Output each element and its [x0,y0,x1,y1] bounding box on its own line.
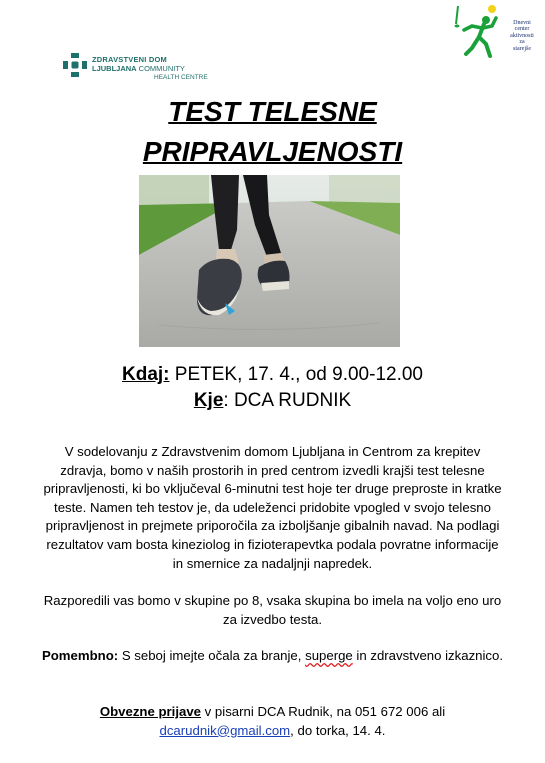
intro-paragraph: V sodelovanju z Zdravstvenim domom Ljubljana in Centrom za krepitev zdravja, bomo v naših prostorih in pred centrom izvedli krajši test telesne pripravljenosti, ki bo vključeval 6-minutni test hoje ter druge preproste in kratke teste. Namen teh testov je, da udeleženci pridobite vpogled v svojo telesno pripravljenost in prejmete priporočila za izboljšanje gibalnih navad. Na podlagi rezultatov vam bosta kineziolog in fizioterapevtka podala povratne informacije in smernice za nadaljnji napredek. [43,444,502,571]
dca-logo-line2: center [514,26,530,33]
zd-logo-line3: HEALTH CENTRE [154,74,208,81]
email-link[interactable]: dcarudnik@gmail.com [159,722,291,738]
important-paragraph [40,647,505,666]
important-text-2: in zdravstveno izkaznico. [352,648,504,663]
when-label: Kdaj: [122,364,170,385]
zd-logo-line1: ZDRAVSTVENI DOM [92,55,167,64]
dca-logo [452,4,538,60]
zdravstveni-dom-logo [62,52,208,82]
dca-logo-line3: aktivnosti [510,32,534,39]
runner-figure-icon [452,4,506,60]
registration-text-2: , do torka, 14. 4. [290,722,386,738]
dca-logo-line1: Dnevni [513,20,531,26]
where-value: : DCA RUDNIK [223,390,352,411]
registration-text-1: v pisarni DCA Rudnik, na 051 672 006 ali [201,704,446,719]
important-text-1: S seboj imejte očala za branje, [118,648,306,663]
page-title-line1: TEST TELESNE [168,96,377,127]
walking-photo [139,175,400,347]
page-title-line2: PRIPRAVLJENOSTI [142,136,403,167]
dca-logo-line4: za [519,39,525,46]
important-label: Pomembno: [41,648,119,663]
important-word: superge [305,648,353,663]
zd-logo-line2: COMMUNITY [136,64,185,73]
zd-logo-line2-bold: LJUBLJANA [92,64,137,73]
zd-cross-logo-icon [62,52,88,78]
registration-paragraph [40,703,505,740]
registration-label: Obvezne prijave [99,704,202,719]
where-label: Kje [193,390,224,411]
groups-paragraph: Razporedili vas bomo v skupine po 8, vsaka skupina bo imela na voljo eno uro za izvedbo testa. [43,593,502,627]
dca-logo-line5: starejše [513,45,531,52]
when-value: PETEK, 17. 4., od 9.00-12.00 [169,364,423,385]
